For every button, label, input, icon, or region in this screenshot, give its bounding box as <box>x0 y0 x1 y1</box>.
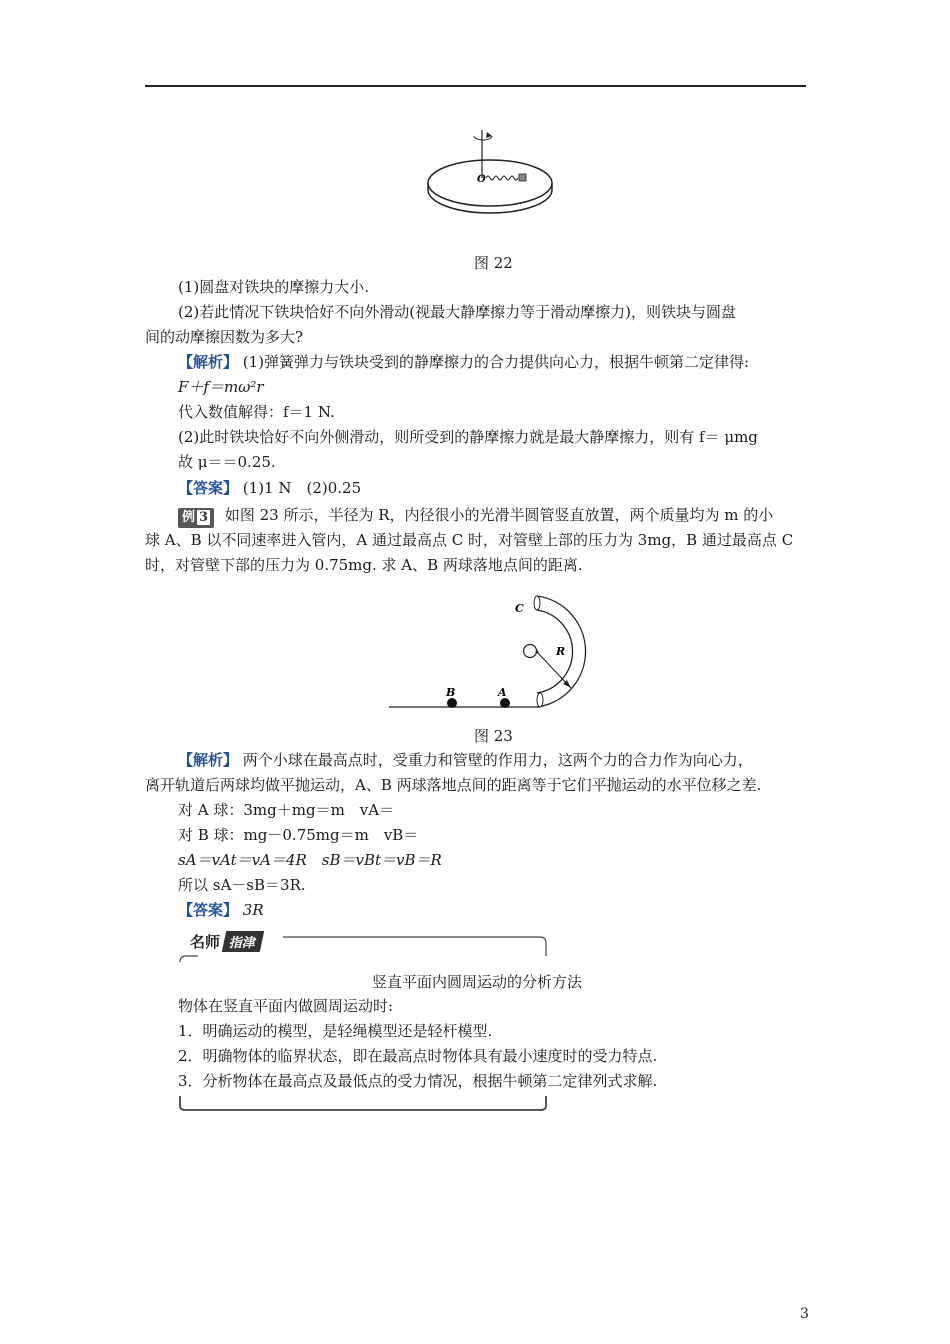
analysis-2-line2: 故 μ＝＝0.25. <box>178 453 276 471</box>
solution-eq-a: 对 A 球：3mg＋mg＝m vA＝ <box>178 801 395 819</box>
figure23-label-c: C <box>515 602 524 615</box>
example-badge <box>178 508 214 528</box>
figure-23-caption: 图 23 <box>474 727 513 745</box>
tip-item-1: 1．明确运动的模型，是轻绳模型还是轻杆模型. <box>178 1022 493 1040</box>
question-2-line1: (2)若此情况下铁块恰好不向外滑动(视最大静摩擦力等于滑动摩擦力)，则铁块与圆盘 <box>178 303 736 321</box>
solution-eq-s: sA＝vAt＝vA＝4R sB＝vBt＝vB＝R <box>178 851 442 869</box>
answer-2-tag: 【答案】 <box>178 901 239 919</box>
tip-item-3: 3．分析物体在最高点及最低点的受力情况，根据牛顿第二定律列式求解. <box>178 1072 658 1090</box>
figure23-label-r: R <box>556 645 566 658</box>
question-1: (1)圆盘对铁块的摩擦力大小. <box>178 278 370 296</box>
tip-intro: 物体在竖直平面内做圆周运动时: <box>178 997 394 1015</box>
tip-title: 竖直平面内圆周运动的分析方法 <box>372 973 583 991</box>
solution-line2: 离开轨道后两球均做平抛运动，A、B 两球落地点间的距离等于它们平抛运动的水平位移之差. <box>145 776 762 794</box>
tip-label-b: 指津 <box>222 931 264 952</box>
analysis-1-line1 <box>178 352 749 372</box>
solution-line1 <box>178 750 753 770</box>
analysis-2-line1: (2)此时铁块恰好不向外侧滑动，则所受到的静摩擦力就是最大静摩擦力，则有 f＝ μmg <box>178 428 758 446</box>
solution-analysis-tag: 【解析】 <box>178 751 239 769</box>
example-3-text: 如图 23 所示，半径为 R，内径很小的光滑半圆管竖直放置，两个质量均为 m 的小 <box>224 506 774 524</box>
question-2-line2: 间的动摩擦因数为多大? <box>145 328 304 346</box>
analysis-1-text: (1)弹簧弹力与铁块受到的静摩擦力的合力提供向心力，根据牛顿第二定律得: <box>242 353 750 371</box>
tip-item-2: 2．明确物体的临界状态，即在最高点时物体具有最小速度时的受力特点. <box>178 1047 658 1065</box>
tip-label-a: 名师 <box>186 931 224 952</box>
figure23-label-b: B <box>446 686 456 699</box>
answer-tag: 【答案】 <box>178 479 239 497</box>
solution-eq-b: 对 B 球：mg－0.75mg＝m vB＝ <box>178 826 419 844</box>
figure23-label-a: A <box>498 686 507 699</box>
example-badge-text: 例 <box>182 510 196 525</box>
answer-2-line <box>178 900 264 920</box>
example-3-line3: 时，对管壁下部的压力为 0.75mg. 求 A、B 两球落地点间的距离. <box>145 556 583 574</box>
solution-text-1: 两个小球在最高点时，受重力和管壁的作用力，这两个力的合力作为向心力， <box>242 751 753 769</box>
solution-final: 所以 sA－sB＝3R. <box>178 876 306 894</box>
example-3-line2: 球 A、B 以不同速率进入管内，A 通过最高点 C 时，对管壁上部的压力为 3mg，B 通过最高点 C <box>145 531 794 549</box>
figure-22-caption: 图 22 <box>474 254 513 272</box>
figure-22-disk-diagram <box>420 120 560 220</box>
figure-23-semicircle-tube <box>385 590 615 715</box>
tip-label <box>186 929 262 953</box>
page-number: 3 <box>800 1306 809 1322</box>
answer-1-line <box>178 478 361 498</box>
example-3-line1 <box>178 505 773 527</box>
header-rule <box>145 85 806 87</box>
answer-1-text: (1)1 N (2)0.25 <box>242 479 362 497</box>
analysis-1-result: 代入数值解得：f＝1 N. <box>178 403 335 421</box>
answer-2-text: 3R <box>242 901 264 919</box>
figure22-label-o: O <box>477 174 486 185</box>
analysis-1-equation: F＋f＝mω²r <box>178 378 264 396</box>
analysis-tag: 【解析】 <box>178 353 239 371</box>
example-badge-number: 3 <box>199 510 209 525</box>
